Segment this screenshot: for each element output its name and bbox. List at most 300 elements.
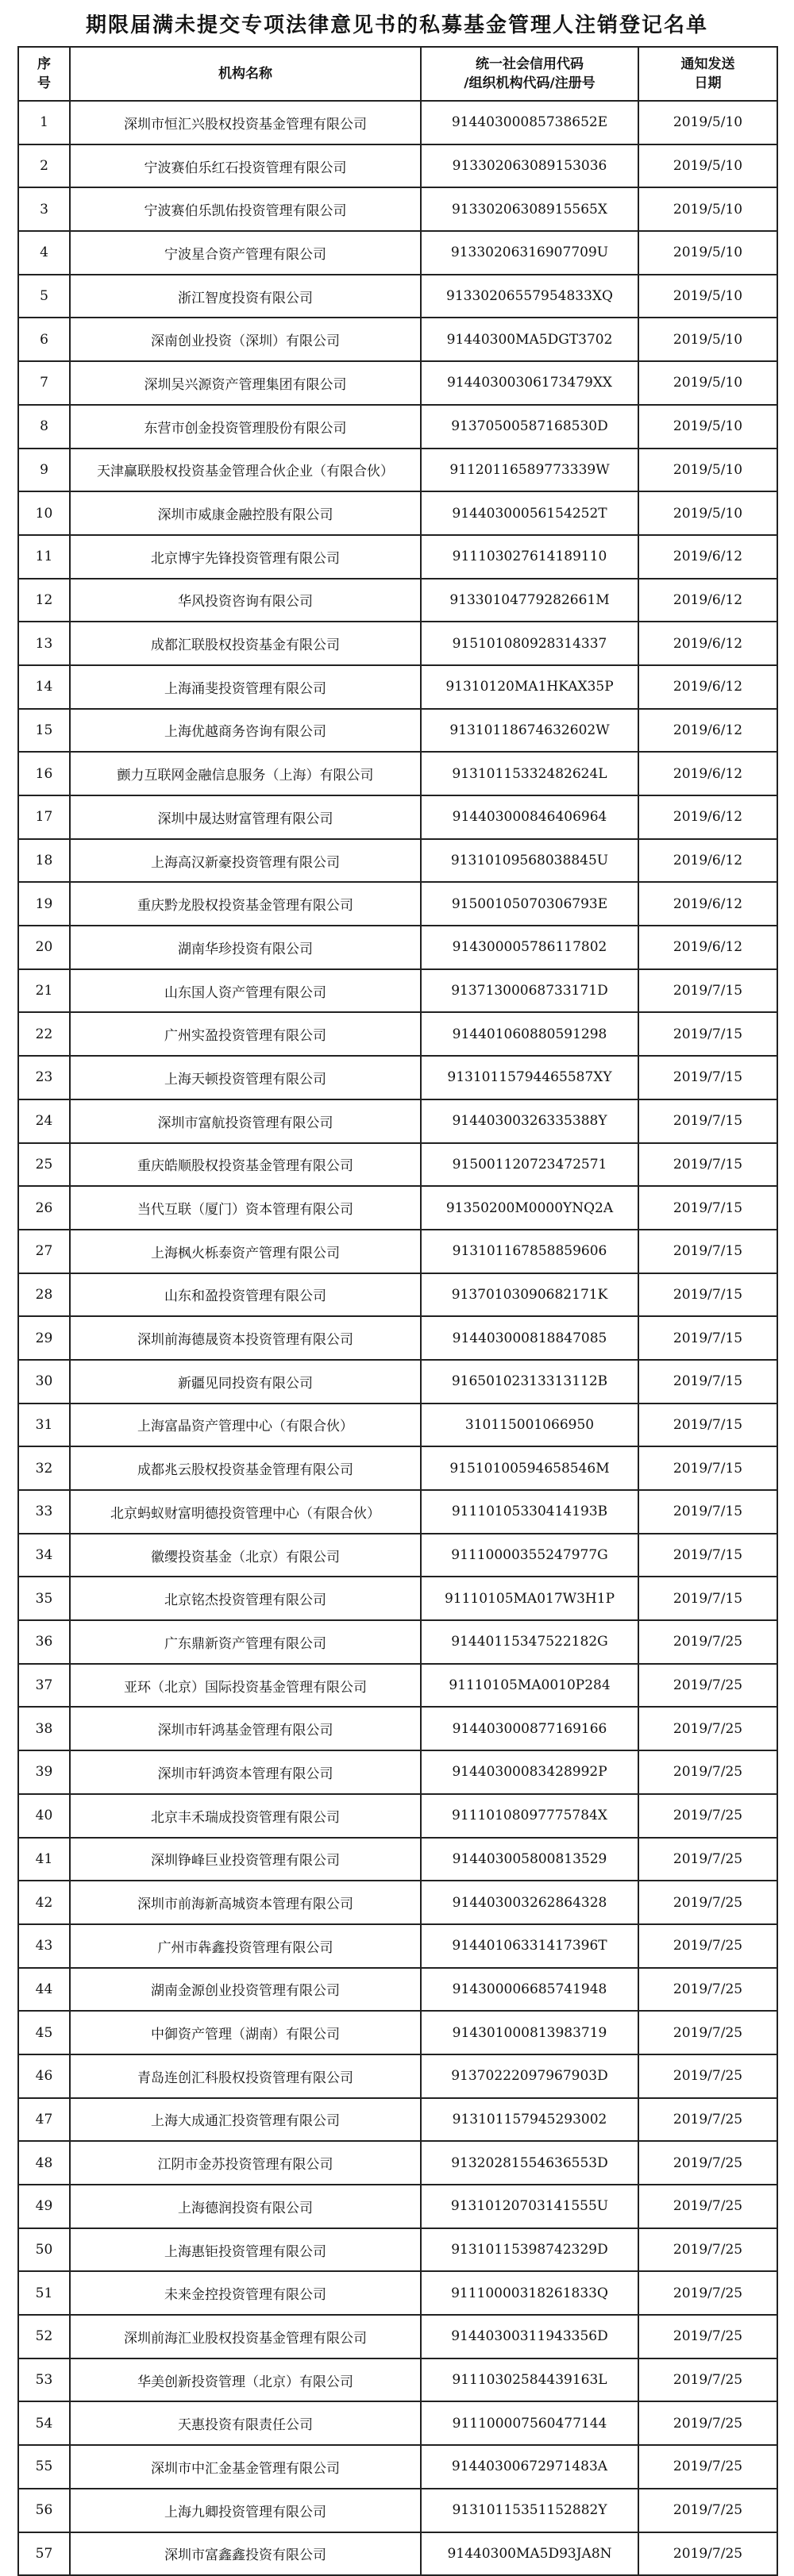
cell-institution-name: 深圳市轩鸿资本管理有限公司	[70, 1750, 421, 1794]
table-row	[18, 1664, 777, 1708]
cell-no: 36	[18, 1620, 70, 1664]
document-title: 期限届满未提交专项法律意见书的私募基金管理人注销登记名单	[85, 13, 708, 37]
cell-notice-date: 2019/7/25	[638, 1707, 777, 1750]
cell-notice-date: 2019/7/25	[638, 2358, 777, 2402]
cell-credit-code: 91310120703141555U	[421, 2185, 638, 2228]
cell-no: 26	[18, 1186, 70, 1230]
cell-credit-code: 91330104779282661M	[421, 579, 638, 622]
cell-notice-date: 2019/7/25	[638, 2271, 777, 2315]
table-row	[18, 1186, 777, 1230]
cell-credit-code: 91310115351152882Y	[421, 2489, 638, 2532]
cell-no: 14	[18, 665, 70, 709]
table-row	[18, 1707, 777, 1750]
cell-credit-code: 91110302584439163L	[421, 2358, 638, 2402]
cell-no: 9	[18, 449, 70, 492]
cell-no: 12	[18, 579, 70, 622]
table-row	[18, 882, 777, 926]
cell-institution-name: 成都兆云股权投资基金管理有限公司	[70, 1446, 421, 1490]
cell-institution-name: 华风投资咨询有限公司	[70, 579, 421, 622]
cell-credit-code: 91371300068733171D	[421, 969, 638, 1013]
cell-notice-date: 2019/7/25	[638, 2141, 777, 2185]
cell-institution-name: 深圳前海汇业股权投资基金管理有限公司	[70, 2315, 421, 2358]
cell-institution-name: 深圳前海德晟资本投资管理有限公司	[70, 1316, 421, 1360]
cell-institution-name: 深圳铮峰巨业投资管理有限公司	[70, 1838, 421, 1881]
cell-no: 7	[18, 361, 70, 405]
cell-notice-date: 2019/7/15	[638, 1056, 777, 1099]
table-row	[18, 187, 777, 231]
table-row	[18, 2228, 777, 2272]
cell-institution-name: 广东鼎新资产管理有限公司	[70, 1620, 421, 1664]
cell-no: 53	[18, 2358, 70, 2402]
cell-credit-code: 913302063089153036	[421, 144, 638, 188]
cell-credit-code: 91440300083428992P	[421, 1750, 638, 1794]
header-date-line-2: 日期	[694, 75, 722, 91]
cell-credit-code: 914403003262864328	[421, 1881, 638, 1924]
cell-notice-date: 2019/7/25	[638, 2054, 777, 2098]
cell-notice-date: 2019/7/25	[638, 1968, 777, 2012]
header-code-line-2: /组织机构代码/注册号	[464, 75, 596, 91]
cell-institution-name: 北京铭杰投资管理有限公司	[70, 1577, 421, 1620]
cell-no: 47	[18, 2098, 70, 2142]
cell-notice-date: 2019/7/25	[638, 1881, 777, 1924]
cell-institution-name: 颤力互联网金融信息服务（上海）有限公司	[70, 752, 421, 795]
cell-credit-code: 914301000813983719	[421, 2011, 638, 2054]
table-row	[18, 1924, 777, 1968]
cell-institution-name: 重庆皓顺股权投资基金管理有限公司	[70, 1143, 421, 1187]
cell-notice-date: 2019/7/25	[638, 2532, 777, 2576]
table-row	[18, 926, 777, 969]
cell-no: 25	[18, 1143, 70, 1187]
cell-institution-name: 宁波赛伯乐红石投资管理有限公司	[70, 144, 421, 188]
cell-notice-date: 2019/6/12	[638, 926, 777, 969]
cell-institution-name: 广州实盈投资管理有限公司	[70, 1012, 421, 1056]
cell-notice-date: 2019/5/10	[638, 405, 777, 449]
cell-credit-code: 91440300MA5D93JA8N	[421, 2532, 638, 2576]
cell-institution-name: 上海天顿投资管理有限公司	[70, 1056, 421, 1099]
cell-credit-code: 91500105070306793E	[421, 882, 638, 926]
cell-credit-code: 91350200M0000YNQ2A	[421, 1186, 638, 1230]
cell-institution-name: 深南创业投资（深圳）有限公司	[70, 318, 421, 361]
cell-no: 29	[18, 1316, 70, 1360]
cell-notice-date: 2019/6/12	[638, 622, 777, 665]
cell-notice-date: 2019/6/12	[638, 752, 777, 795]
cell-notice-date: 2019/7/15	[638, 1446, 777, 1490]
cell-institution-name: 上海德润投资有限公司	[70, 2185, 421, 2228]
cell-no: 45	[18, 2011, 70, 2054]
cell-notice-date: 2019/7/15	[638, 1012, 777, 1056]
cell-no: 16	[18, 752, 70, 795]
cell-credit-code: 914403005800813529	[421, 1838, 638, 1881]
cell-institution-name: 未来金控投资管理有限公司	[70, 2271, 421, 2315]
table-row	[18, 2054, 777, 2098]
cell-institution-name: 深圳中晟达财富管理有限公司	[70, 795, 421, 839]
cell-notice-date: 2019/5/10	[638, 231, 777, 275]
cell-notice-date: 2019/5/10	[638, 318, 777, 361]
cell-institution-name: 宁波星合资产管理有限公司	[70, 231, 421, 275]
table-row	[18, 839, 777, 883]
cell-credit-code: 91330206308915565X	[421, 187, 638, 231]
header-row	[18, 47, 777, 101]
cell-institution-name: 东营市创金投资管理股份有限公司	[70, 405, 421, 449]
cell-notice-date: 2019/5/10	[638, 101, 777, 144]
cell-notice-date: 2019/7/15	[638, 1577, 777, 1620]
cell-credit-code: 91650102313313112B	[421, 1360, 638, 1404]
cell-no: 31	[18, 1404, 70, 1447]
cell-credit-code: 91440300326335388Y	[421, 1099, 638, 1143]
cell-notice-date: 2019/7/15	[638, 1186, 777, 1230]
cell-credit-code: 914300005786117802	[421, 926, 638, 969]
cell-no: 38	[18, 1707, 70, 1750]
cell-institution-name: 深圳吴兴源资产管理集团有限公司	[70, 361, 421, 405]
cell-credit-code: 914403000846406964	[421, 795, 638, 839]
cell-notice-date: 2019/7/25	[638, 2489, 777, 2532]
cell-institution-name: 宁波赛伯乐凯佑投资管理有限公司	[70, 187, 421, 231]
cell-notice-date: 2019/7/25	[638, 2185, 777, 2228]
cell-credit-code: 915101080928314337	[421, 622, 638, 665]
cell-notice-date: 2019/7/25	[638, 2445, 777, 2489]
table-row	[18, 795, 777, 839]
table-row	[18, 1143, 777, 1187]
cell-institution-name: 北京丰禾瑞成投资管理有限公司	[70, 1794, 421, 1838]
table-row	[18, 1056, 777, 1099]
cell-institution-name: 上海枫火栎泰资产管理有限公司	[70, 1230, 421, 1273]
table-row	[18, 2098, 777, 2142]
cell-notice-date: 2019/7/15	[638, 1143, 777, 1187]
table-row	[18, 361, 777, 405]
cell-notice-date: 2019/7/15	[638, 1273, 777, 1317]
cell-credit-code: 91440300311943356D	[421, 2315, 638, 2358]
header-no-line-2: 号	[37, 75, 51, 91]
table-body	[18, 101, 777, 2575]
table-row	[18, 709, 777, 753]
cell-no: 51	[18, 2271, 70, 2315]
cell-no: 19	[18, 882, 70, 926]
table-row	[18, 491, 777, 535]
cell-institution-name: 深圳市富航投资管理有限公司	[70, 1099, 421, 1143]
cell-credit-code: 91440300306173479XX	[421, 361, 638, 405]
cell-credit-code: 914300006685741948	[421, 1968, 638, 2012]
table-row	[18, 1794, 777, 1838]
cell-notice-date: 2019/7/15	[638, 1099, 777, 1143]
cell-institution-name: 山东和盈投资管理有限公司	[70, 1273, 421, 1317]
cell-no: 5	[18, 275, 70, 318]
cell-credit-code: 914403000818847085	[421, 1316, 638, 1360]
header-code	[421, 47, 638, 101]
cell-no: 55	[18, 2445, 70, 2489]
cell-notice-date: 2019/5/10	[638, 187, 777, 231]
table-row	[18, 1838, 777, 1881]
cell-credit-code: 914401060880591298	[421, 1012, 638, 1056]
cell-notice-date: 2019/7/25	[638, 1794, 777, 1838]
cell-credit-code: 91120116589773339W	[421, 449, 638, 492]
cell-credit-code: 91110105MA017W3H1P	[421, 1577, 638, 1620]
cell-credit-code: 91110108097775784X	[421, 1794, 638, 1838]
table-row	[18, 101, 777, 144]
cell-credit-code: 915001120723472571	[421, 1143, 638, 1187]
cell-no: 15	[18, 709, 70, 753]
table-row	[18, 1316, 777, 1360]
table-row	[18, 1099, 777, 1143]
header-date	[638, 47, 777, 101]
cell-no: 46	[18, 2054, 70, 2098]
cell-notice-date: 2019/6/12	[638, 795, 777, 839]
cell-credit-code: 91320281554636553D	[421, 2141, 638, 2185]
cell-no: 57	[18, 2532, 70, 2576]
cell-credit-code: 91310120MA1HKAX35P	[421, 665, 638, 709]
header-code-line-1: 统一社会信用代码	[476, 56, 584, 72]
cell-no: 56	[18, 2489, 70, 2532]
cell-credit-code: 91370103090682171K	[421, 1273, 638, 1317]
table-row	[18, 2185, 777, 2228]
table-row	[18, 2315, 777, 2358]
cell-no: 40	[18, 1794, 70, 1838]
cell-no: 27	[18, 1230, 70, 1273]
cell-notice-date: 2019/5/10	[638, 361, 777, 405]
table-row	[18, 1490, 777, 1534]
cell-no: 18	[18, 839, 70, 883]
header-no	[18, 47, 70, 101]
cell-credit-code: 91440300672971483A	[421, 2445, 638, 2489]
cell-no: 3	[18, 187, 70, 231]
cell-institution-name: 徽缨投资基金（北京）有限公司	[70, 1534, 421, 1577]
cell-notice-date: 2019/7/15	[638, 969, 777, 1013]
cell-credit-code: 91440300085738652E	[421, 101, 638, 144]
cell-institution-name: 上海惠钜投资管理有限公司	[70, 2228, 421, 2272]
cell-notice-date: 2019/6/12	[638, 665, 777, 709]
cell-notice-date: 2019/7/15	[638, 1404, 777, 1447]
cell-no: 28	[18, 1273, 70, 1317]
cell-credit-code: 91440300MA5DGT3702	[421, 318, 638, 361]
table-header	[18, 47, 777, 101]
cell-notice-date: 2019/5/10	[638, 449, 777, 492]
cell-institution-name: 天惠投资有限责任公司	[70, 2401, 421, 2445]
cell-credit-code: 91310115332482624L	[421, 752, 638, 795]
cell-notice-date: 2019/7/25	[638, 2011, 777, 2054]
cell-no: 8	[18, 405, 70, 449]
cell-credit-code: 91370222097967903D	[421, 2054, 638, 2098]
cell-credit-code: 91110000318261833Q	[421, 2271, 638, 2315]
cell-notice-date: 2019/7/25	[638, 2315, 777, 2358]
cell-institution-name: 上海富晶资产管理中心（有限合伙）	[70, 1404, 421, 1447]
cell-notice-date: 2019/5/10	[638, 275, 777, 318]
cell-notice-date: 2019/5/10	[638, 144, 777, 188]
cell-credit-code: 914403000877169166	[421, 1707, 638, 1750]
cell-institution-name: 湖南金源创业投资管理有限公司	[70, 1968, 421, 2012]
table-row	[18, 1750, 777, 1794]
cell-credit-code: 91310115398742329D	[421, 2228, 638, 2272]
cell-institution-name: 新疆见同投资有限公司	[70, 1360, 421, 1404]
cell-no: 35	[18, 1577, 70, 1620]
cell-credit-code: 91440115347522182G	[421, 1620, 638, 1664]
cell-no: 34	[18, 1534, 70, 1577]
table-row	[18, 2271, 777, 2315]
header-date-line-1: 通知发送	[680, 56, 735, 72]
table-row	[18, 1360, 777, 1404]
table-row	[18, 1273, 777, 1317]
table-row	[18, 2358, 777, 2402]
cell-no: 41	[18, 1838, 70, 1881]
cell-notice-date: 2019/7/15	[638, 1230, 777, 1273]
cell-notice-date: 2019/5/10	[638, 491, 777, 535]
table-row	[18, 405, 777, 449]
cell-institution-name: 江阴市金苏投资管理有限公司	[70, 2141, 421, 2185]
cell-notice-date: 2019/7/25	[638, 1664, 777, 1708]
cell-notice-date: 2019/7/25	[638, 2401, 777, 2445]
cell-notice-date: 2019/7/15	[638, 1316, 777, 1360]
cell-institution-name: 成都汇联股权投资基金有限公司	[70, 622, 421, 665]
cell-notice-date: 2019/7/25	[638, 2098, 777, 2142]
cell-institution-name: 上海九卿投资管理有限公司	[70, 2489, 421, 2532]
table-row	[18, 1230, 777, 1273]
cell-institution-name: 深圳市富鑫鑫投资有限公司	[70, 2532, 421, 2576]
cell-notice-date: 2019/6/12	[638, 839, 777, 883]
table-row	[18, 2141, 777, 2185]
cell-no: 21	[18, 969, 70, 1013]
table-row	[18, 969, 777, 1013]
cell-credit-code: 913101157945293002	[421, 2098, 638, 2142]
cell-credit-code: 310115001066950	[421, 1404, 638, 1447]
cell-credit-code: 91110105MA0010P284	[421, 1664, 638, 1708]
cell-institution-name: 浙江智度投资有限公司	[70, 275, 421, 318]
cell-notice-date: 2019/7/15	[638, 1490, 777, 1534]
table-row	[18, 2011, 777, 2054]
table-row	[18, 1968, 777, 2012]
table-row	[18, 752, 777, 795]
cell-institution-name: 上海高汉新豪投资管理有限公司	[70, 839, 421, 883]
cell-no: 37	[18, 1664, 70, 1708]
cell-no: 33	[18, 1490, 70, 1534]
table-row	[18, 2401, 777, 2445]
cell-no: 20	[18, 926, 70, 969]
cell-institution-name: 北京博宇先锋投资管理有限公司	[70, 535, 421, 579]
cell-no: 23	[18, 1056, 70, 1099]
table-row	[18, 2445, 777, 2489]
table-row	[18, 144, 777, 188]
cell-no: 10	[18, 491, 70, 535]
cell-institution-name: 亚环（北京）国际投资基金管理有限公司	[70, 1664, 421, 1708]
cell-credit-code: 91110000355247977G	[421, 1534, 638, 1577]
cell-credit-code: 91370500587168530D	[421, 405, 638, 449]
table-row	[18, 1534, 777, 1577]
table-row	[18, 449, 777, 492]
header-no-line-1: 序	[37, 56, 51, 72]
cell-institution-name: 上海大成通汇投资管理有限公司	[70, 2098, 421, 2142]
cell-no: 11	[18, 535, 70, 579]
cell-no: 2	[18, 144, 70, 188]
cell-no: 54	[18, 2401, 70, 2445]
cell-no: 4	[18, 231, 70, 275]
cell-notice-date: 2019/6/12	[638, 709, 777, 753]
cell-no: 22	[18, 1012, 70, 1056]
deregistration-table	[17, 46, 778, 2576]
table-row	[18, 1881, 777, 1924]
cell-institution-name: 深圳市威康金融控股有限公司	[70, 491, 421, 535]
cell-credit-code: 91440300056154252T	[421, 491, 638, 535]
cell-credit-code: 91110105330414193B	[421, 1490, 638, 1534]
cell-no: 30	[18, 1360, 70, 1404]
cell-no: 1	[18, 101, 70, 144]
cell-notice-date: 2019/7/25	[638, 1838, 777, 1881]
cell-institution-name: 山东国人资产管理有限公司	[70, 969, 421, 1013]
cell-credit-code: 91310118674632602W	[421, 709, 638, 753]
cell-institution-name: 上海优越商务咨询有限公司	[70, 709, 421, 753]
cell-notice-date: 2019/7/25	[638, 1924, 777, 1968]
cell-institution-name: 湖南华珍投资有限公司	[70, 926, 421, 969]
cell-institution-name: 深圳市前海新高城资本管理有限公司	[70, 1881, 421, 1924]
table-row	[18, 622, 777, 665]
table-row	[18, 1012, 777, 1056]
cell-credit-code: 913101167858859606	[421, 1230, 638, 1273]
cell-institution-name: 深圳市恒汇兴股权投资基金管理有限公司	[70, 101, 421, 144]
cell-notice-date: 2019/7/15	[638, 1534, 777, 1577]
cell-no: 44	[18, 1968, 70, 2012]
cell-institution-name: 深圳市轩鸿基金管理有限公司	[70, 1707, 421, 1750]
cell-no: 42	[18, 1881, 70, 1924]
cell-no: 13	[18, 622, 70, 665]
cell-credit-code: 91510100594658546M	[421, 1446, 638, 1490]
cell-institution-name: 重庆黔龙股权投资基金管理有限公司	[70, 882, 421, 926]
cell-institution-name: 天津赢联股权投资基金管理合伙企业（有限合伙）	[70, 449, 421, 492]
table-row	[18, 1446, 777, 1490]
cell-institution-name: 中御资产管理（湖南）有限公司	[70, 2011, 421, 2054]
cell-notice-date: 2019/6/12	[638, 579, 777, 622]
cell-credit-code: 911103027614189110	[421, 535, 638, 579]
cell-notice-date: 2019/6/12	[638, 535, 777, 579]
cell-no: 43	[18, 1924, 70, 1968]
cell-no: 6	[18, 318, 70, 361]
table-row	[18, 2532, 777, 2576]
table-row	[18, 535, 777, 579]
cell-no: 48	[18, 2141, 70, 2185]
table-row	[18, 579, 777, 622]
cell-notice-date: 2019/7/25	[638, 1620, 777, 1664]
cell-no: 24	[18, 1099, 70, 1143]
cell-institution-name: 青岛连创汇科股权投资管理有限公司	[70, 2054, 421, 2098]
cell-institution-name: 北京蚂蚁财富明德投资管理中心（有限合伙）	[70, 1490, 421, 1534]
cell-credit-code: 91310109568038845U	[421, 839, 638, 883]
cell-credit-code: 911100007560477144	[421, 2401, 638, 2445]
cell-no: 49	[18, 2185, 70, 2228]
cell-institution-name: 上海涌斐投资管理有限公司	[70, 665, 421, 709]
cell-no: 17	[18, 795, 70, 839]
cell-credit-code: 91440106331417396T	[421, 1924, 638, 1968]
cell-credit-code: 91330206316907709U	[421, 231, 638, 275]
table-row	[18, 1620, 777, 1664]
cell-notice-date: 2019/6/12	[638, 882, 777, 926]
cell-no: 32	[18, 1446, 70, 1490]
cell-no: 52	[18, 2315, 70, 2358]
cell-institution-name: 广州市犇鑫投资管理有限公司	[70, 1924, 421, 1968]
cell-no: 39	[18, 1750, 70, 1794]
table-row	[18, 231, 777, 275]
cell-institution-name: 华美创新投资管理（北京）有限公司	[70, 2358, 421, 2402]
cell-notice-date: 2019/7/25	[638, 2228, 777, 2272]
cell-credit-code: 91330206557954833XQ	[421, 275, 638, 318]
cell-no: 50	[18, 2228, 70, 2272]
table-row	[18, 275, 777, 318]
cell-notice-date: 2019/7/15	[638, 1360, 777, 1404]
table-row	[18, 2489, 777, 2532]
cell-credit-code: 91310115794465587XY	[421, 1056, 638, 1099]
table-row	[18, 1404, 777, 1447]
cell-institution-name: 当代互联（厦门）资本管理有限公司	[70, 1186, 421, 1230]
cell-institution-name: 深圳市中汇金基金管理有限公司	[70, 2445, 421, 2489]
cell-notice-date: 2019/7/25	[638, 1750, 777, 1794]
table-row	[18, 318, 777, 361]
table-row	[18, 1577, 777, 1620]
table-row	[18, 665, 777, 709]
header-name: 机构名称	[70, 47, 421, 101]
